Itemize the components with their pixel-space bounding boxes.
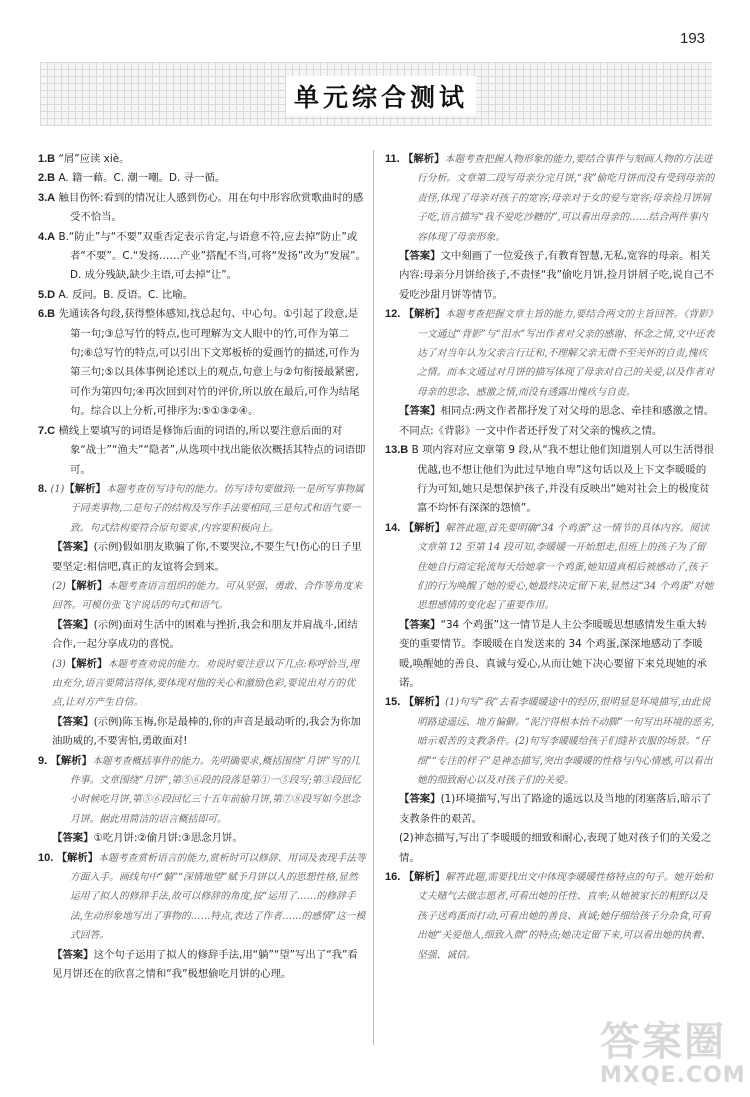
question-number: 1.B [38,153,56,165]
answer-subentry [38,655,366,713]
analysis-text: 解答此题,首先要明确“34 个鸡蛋”这一情节的具体内容。阅读文章第 12 至第 14 段可知,李暖暖一开始想走,但班上的孩子为了留住她自行商定轮流每天给她拿一个鸡蛋,她知道真相后被感动了,孩子们的行为唤醒了她的爱心,她最终决定留下来,显然这“34 个鸡蛋”对她思想感情的变化起了重要作用。 [417,522,714,612]
question-number: 10. [38,851,54,864]
analysis-text: 本题考查仿写诗句的能力。仿写诗句要做到:一是所写事物属于同类事物,二是句子的结构及写作手法要相同,三是句式和语气要一致。句式结构要符合原句要求,内容要积极向上。 [70,483,364,534]
answer-tag: 【解析】 [403,153,445,165]
analysis-text: 解答此题,需要找出文中体现李暖暖性格特点的句子。她开始和丈夫赌气去做志愿者,可看出她的任性、直率;从她被家长的粗野以及孩子送鸡蛋而打动,可看出她的善良、真诚;她仔细给孩子分杂食,可看出她“关爱他人,细致入微”的特点;她决定留下来,可以看出她的执着、坚强、诚信。 [417,872,713,961]
answer-text: A. 反问。B. 反语。C. 比喻。 [58,288,194,301]
answer-subentry [38,538,366,577]
answer-text: 不同点:《背影》一文中作者还抒发了对父亲的愧疚之情。 [399,424,663,437]
answer-entry [385,441,715,519]
answer-tag: 【解析】 [56,851,99,864]
column-divider [373,150,374,1045]
answer-text: “34 个鸡蛋”这一情节是人主公李暖暖思想感情发生重大转变的重要情节。李暖暖在自发送来的 34 个鸡蛋,深深地感动了李暖暖,唤醒她的善良、真诚与爱心,从而让她下决心要留下来兑现她的承诺。 [399,618,707,689]
answer-text: ①吃月饼:②偷月饼:③思念月饼。 [93,832,243,845]
answer-tag: 【答案】 [52,948,94,961]
answer-subentry [385,790,715,829]
answer-subentry [38,616,366,655]
answer-text: “屑”应读 xiè。 [58,153,130,165]
answer-entry [385,519,715,616]
answer-tag: 【答案】 [399,405,441,418]
question-number: 12. [385,308,401,321]
answer-tag: 【解析】 [65,657,108,670]
answer-entry [38,480,366,538]
analysis-text: 本题考查劝说的能力。劝说时要注意以下几点:称呼恰当,理由充分,语言要简洁得体,要体现对他的关心和激励色彩,要说出对方的优点,让对方产生自信。 [52,658,359,709]
analysis-text: 本题考查语言组织的能力。可从坚强、勇敢、合作等角度来回答。可模仿张飞宇说话的句式和语气。 [52,580,363,612]
question-number: 11. [385,153,400,165]
question-number: 13.B [385,444,409,457]
question-number: 9. [38,754,48,767]
analysis-text: 本题考查概括事件的能力。先明确要求,概括围绕“月饼”写的几件事。文章围绕“月饼”,第⑤⑥段的段落是第①一⑤段写;第③段回忆小时候吃月饼,第⑤⑥段回忆三十五年前偷月饼,第⑦⑧段写如今思念月饼。据此用简洁的语言概括即可。 [70,755,361,825]
question-number: 6.B [38,308,56,321]
answer-subentry [38,946,366,985]
answer-entry [38,169,366,188]
analysis-text: 本题考查把握人物形象的能力,要结合事件与刻画人物的方法进行分析。文章第二段写母亲分完月饼,“我”偷吃月饼而没有受到母亲的责怪,体现了母亲对孩子的宽容;母亲对于女的爱与宽容;母亲捡月饼屑子吃,语言描写“我不爱吃沙糖的”,可以看出母亲的……结合两件事内容体现了母亲形象。 [417,154,715,243]
watermark-brand: 答案圈 [600,1019,726,1065]
answer-tag: 【解析】 [65,579,108,592]
answer-tag: 【解析】 [403,308,446,321]
answer-tag: 【答案】 [52,832,94,845]
answer-text: (示例)假如朋友欺骗了你,不要哭泣,不要生气!伤心的日子里要坚定:相信吧,真正的友谊将会到来。 [52,541,362,573]
analysis-text: (2) [52,580,66,592]
answer-tag: 【答案】 [399,250,441,263]
answer-text: 先通读各句段,获得整体感知,找总起句、中心句。①引起了段意,是第一句;③总写竹的特点,也可理解为文人眼中的竹,可作为第二句;⑥总写竹的特点,可以引出下文郑板桥的爱画竹的描述,可作为第三句;⑤以具体事例论述以上的观点,句意上与②句衔接最紧密,可作为第四句;④再次回到对竹的评价,所以放在最后,可作为结尾句。综合以上分析,可排序为:⑤①③②④。 [58,308,360,418]
answer-text: (2)神态描写,写出了李暖暖的细致和耐心,表现了她对孩子们的关爱之情。 [399,832,712,864]
answer-tag: 【答案】 [52,541,94,554]
answer-entry [38,305,366,421]
answer-text: 文中刻画了一位爱孩子,有教育智慧,无私,宽容的母亲。相关内容:母亲分月饼给孩子,不责怪“我”偷吃月饼,捡月饼屑子吃,说自己不爱吃沙甜月饼等情节。 [399,250,715,301]
answer-text: 相同点:两文作者都抒发了对父母的思念、牵挂和感激之情。 [440,405,715,418]
answer-text: B.“防止”与“不要”双重否定表示肯定,与语意不符,应去掉“防止”或者“不要”。C.“发扬……产业”搭配不当,可将“发扬”改为“发展”。D. 成分残缺,缺少主语,可去掉“让”。 [58,230,366,282]
answer-tag: 【答案】 [52,618,94,631]
answer-text: (示例)面对生活中的困难与挫折,我会和朋友并肩战斗,团结合作,一起分享成功的喜悦。 [52,618,358,651]
analysis-text: 本题考查把握文章主旨的能力,要结合两文的主旨回答。《背影》一文通过“背影”与“泪水”写出作者对父亲的感谢、怀念之情,文中还表达了对当年认为父亲言行迂和,不理解父亲无微不至关怀的自责,愧疚之情。而本文通过对月饼的描写体现了母亲对自己的关爱,以及作者对母亲的思念、感激之情,而没有透露出愧疚与自责。 [417,309,715,398]
answer-text: (示例)陈玉梅,你是最棒的,你的声音是最动听的,我会为你加油助威的,不要害怕,勇敢面对! [52,715,361,748]
answer-entry [38,422,366,480]
answer-text: A. 籍一藉。C. 潮一嘲。D. 寻一循。 [58,172,226,185]
left-answer-column [38,150,366,984]
answer-text: 横线上要填写的词语是修饰后面的词语的,所以要注意后面的对象“战士”“渔夫”“隐者”,从选项中找出能依次概括其特点的词语即可。 [58,424,366,476]
answer-text: 这个句子运用了拟人的修辞手法,用“躺”“望”写出了“我”看见月饼还在的欣喜之情和“我”极想偷吃月饼的心理。 [52,948,358,981]
answer-tag: 【解析】 [50,754,93,767]
answer-entry [385,693,715,790]
section-banner [40,62,712,126]
question-number: 2.B [38,172,56,185]
answer-subentry [38,829,366,848]
answer-subentry [38,577,366,616]
answer-entry [38,150,366,169]
answer-tag: 【解析】 [64,482,106,495]
question-number: 8. [38,482,48,495]
answer-text: B 项内容对应文章第 9 段,从“我不想让他们知道别人可以生活得很优越,也不想让他们为此过早地自卑”这句话以及上下文李暖暖的行为可知,她只是想保护孩子,并没有反映出“她对社会上的极度贫富不均怀有深深的怨愤”。 [411,444,715,515]
answer-subentry [385,616,715,694]
answer-subentry [38,713,366,752]
answer-tag: 【答案】 [399,793,441,806]
answer-tag: 【答案】 [399,618,441,631]
section-title: 单元综合测试 [293,83,468,112]
answer-entry [385,305,715,402]
analysis-text: 本题考查赏析语言的能力,赏析时可以修辞、用词及表现手法等方面入手。画线句中“躺”“深情地望”赋予月饼以人的思想性格,显然运用了拟人的修辞手法,故可以修辞的角度,按“运用了……的修辞手法,生动形象地写出了事物的……特点,表达了作者……的感情”这一模式回答。 [70,852,366,942]
analysis-text: (3) [52,658,66,670]
watermark-url: MXQE.COM [600,1063,746,1088]
answer-text: 触目伤怀:看到的情况让人感到伤心。用在句中形容欣赏歌曲时的感受不恰当。 [58,191,364,224]
answer-tag: 【答案】 [52,715,94,728]
answer-subentry [385,402,715,421]
answer-entry [38,189,366,228]
answer-entry [38,752,366,830]
answer-tag: 【解析】 [403,521,446,534]
answer-entry [38,228,366,286]
answer-subentry [385,422,715,441]
banner-title-box [286,76,476,116]
analysis-text: (1) [50,483,65,495]
question-number: 7.C [38,424,56,437]
answer-tag: 【解析】 [403,871,446,884]
question-number: 14. [385,521,401,534]
answer-subentry [385,247,715,305]
question-number: 5.D [38,288,56,301]
answer-entry [38,849,366,946]
page-number: 193 [680,30,706,47]
answer-entry [385,868,715,965]
answer-subentry [385,829,715,868]
right-answer-column [385,150,715,965]
answer-text: (1)环境描写,写出了路途的遥远以及当地的闭塞落后,暗示了支教条件的艰苦。 [399,793,712,825]
analysis-text: (1)句写“我”去看李暖暖途中的经历,很明显是环境描写,由此说明路途遥远、地方偏僻。“泥泞得根本抬不动脚”一句写出环境的恶劣,暗示艰苦的支教条件。(2)句写李暖暖给孩子们缝补衣服的场景。“仔细”“专注的样子”是神态描写,突出李暖暖的性格与内心情感,可以看出她的细致耐心以及对孩子们的关爱。 [417,697,715,786]
question-number: 16. [385,871,401,884]
question-number: 3.A [38,191,56,204]
answer-entry [38,286,366,305]
watermark-logo [600,1019,746,1090]
answer-tag: 【解析】 [403,696,446,709]
question-number: 15. [385,696,401,709]
question-number: 4.A [38,230,56,243]
answer-entry [385,150,715,247]
